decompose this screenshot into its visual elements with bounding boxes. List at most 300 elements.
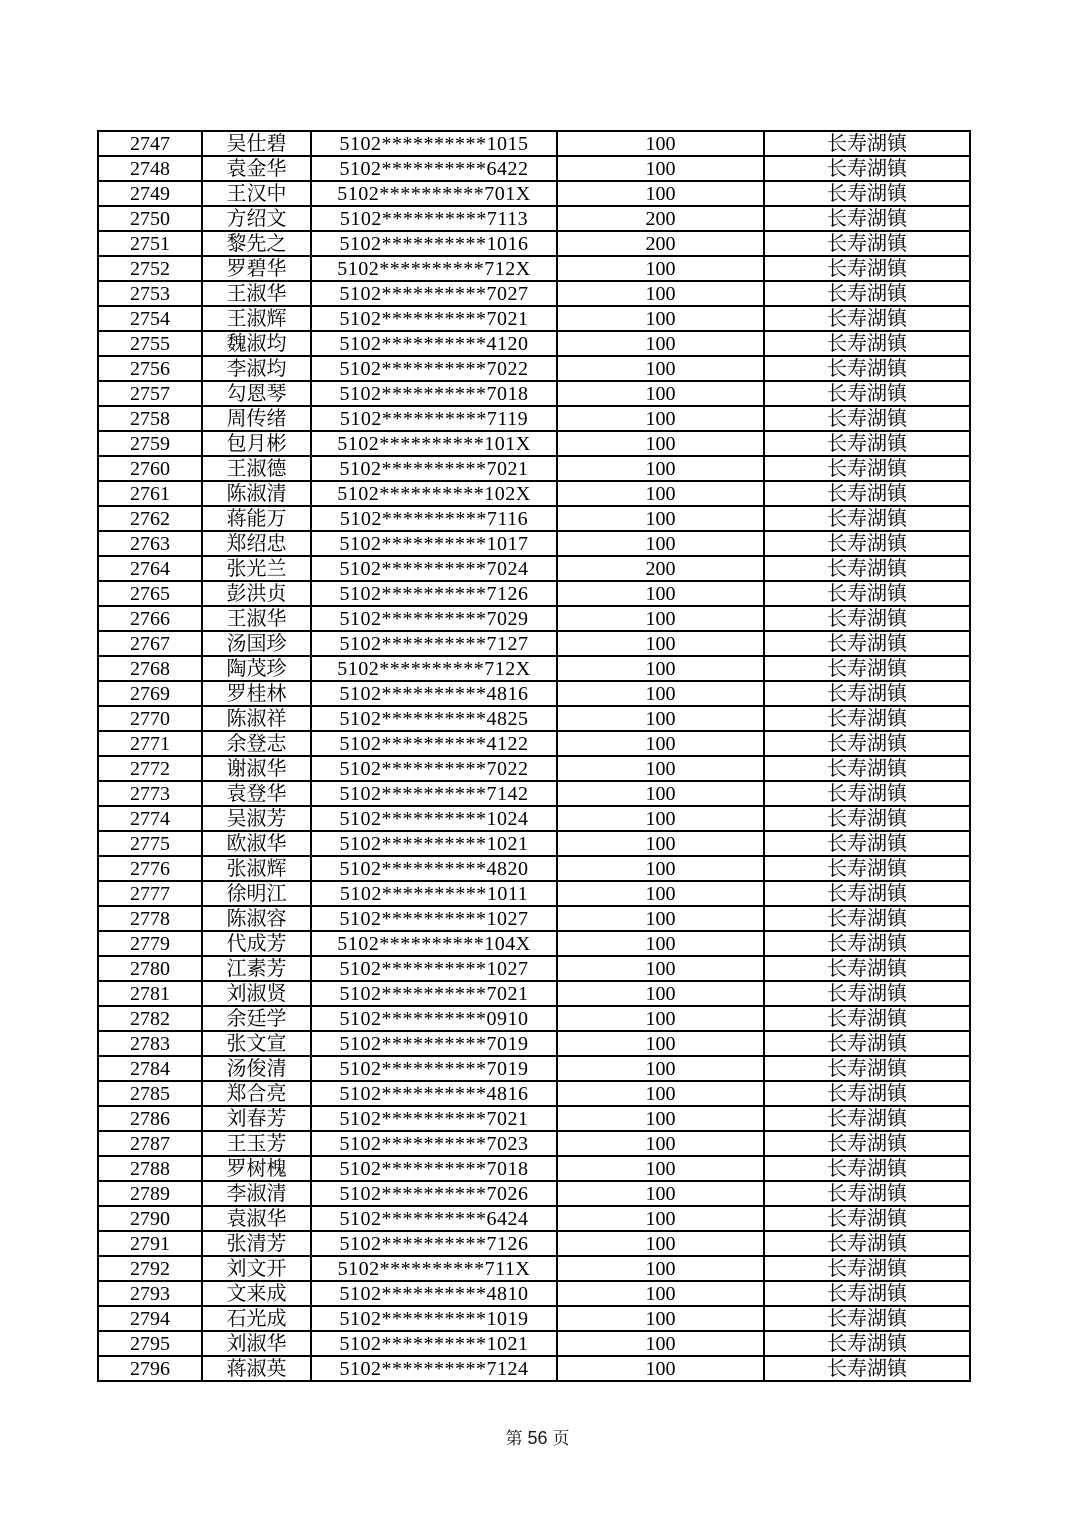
id-number-cell: 5102**********4810 (311, 1281, 557, 1306)
town-cell: 长寿湖镇 (764, 1231, 970, 1256)
row-number-cell: 2770 (98, 706, 202, 731)
id-number-cell: 5102**********7026 (311, 1181, 557, 1206)
table-row (98, 981, 970, 1006)
amount-cell: 100 (557, 931, 764, 956)
id-number-cell: 5102**********1019 (311, 1306, 557, 1331)
table-row (98, 531, 970, 556)
table-row (98, 156, 970, 181)
name-cell: 李淑清 (202, 1181, 311, 1206)
town-cell: 长寿湖镇 (764, 1306, 970, 1331)
id-number-cell: 5102**********7018 (311, 381, 557, 406)
name-cell: 刘春芳 (202, 1106, 311, 1131)
row-number-cell: 2793 (98, 1281, 202, 1306)
table-row (98, 1206, 970, 1231)
table-row (98, 1331, 970, 1356)
row-number-cell: 2747 (98, 131, 202, 156)
id-number-cell: 5102**********6424 (311, 1206, 557, 1231)
row-number-cell: 2761 (98, 481, 202, 506)
town-cell: 长寿湖镇 (764, 1356, 970, 1381)
amount-cell: 200 (557, 231, 764, 256)
town-cell: 长寿湖镇 (764, 1031, 970, 1056)
name-cell: 吴仕碧 (202, 131, 311, 156)
amount-cell: 100 (557, 1356, 764, 1381)
amount-cell: 100 (557, 331, 764, 356)
name-cell: 袁淑华 (202, 1206, 311, 1231)
amount-cell: 100 (557, 1106, 764, 1131)
table-row (98, 1056, 970, 1081)
name-cell: 王淑德 (202, 456, 311, 481)
id-number-cell: 5102**********711X (311, 1256, 557, 1281)
amount-cell: 100 (557, 956, 764, 981)
footer-prefix: 第 (505, 1429, 523, 1448)
row-number-cell: 2773 (98, 781, 202, 806)
amount-cell: 100 (557, 881, 764, 906)
amount-cell: 100 (557, 1056, 764, 1081)
id-number-cell: 5102**********6422 (311, 156, 557, 181)
name-cell: 代成芳 (202, 931, 311, 956)
amount-cell: 100 (557, 531, 764, 556)
name-cell: 刘淑贤 (202, 981, 311, 1006)
table-row (98, 1156, 970, 1181)
table-row (98, 181, 970, 206)
row-number-cell: 2748 (98, 156, 202, 181)
table-row (98, 456, 970, 481)
town-cell: 长寿湖镇 (764, 956, 970, 981)
table-row (98, 756, 970, 781)
row-number-cell: 2759 (98, 431, 202, 456)
town-cell: 长寿湖镇 (764, 556, 970, 581)
id-number-cell: 5102**********7019 (311, 1031, 557, 1056)
id-number-cell: 5102**********7021 (311, 1106, 557, 1131)
name-cell: 郑绍忠 (202, 531, 311, 556)
town-cell: 长寿湖镇 (764, 1256, 970, 1281)
amount-cell: 100 (557, 1181, 764, 1206)
amount-cell: 100 (557, 856, 764, 881)
amount-cell: 100 (557, 156, 764, 181)
row-number-cell: 2769 (98, 681, 202, 706)
town-cell: 长寿湖镇 (764, 1331, 970, 1356)
id-number-cell: 5102**********4120 (311, 331, 557, 356)
name-cell: 王淑华 (202, 281, 311, 306)
table-row (98, 206, 970, 231)
table-row (98, 1306, 970, 1331)
footer-suffix: 页 (552, 1429, 570, 1448)
town-cell: 长寿湖镇 (764, 1081, 970, 1106)
amount-cell: 100 (557, 831, 764, 856)
name-cell: 罗树槐 (202, 1156, 311, 1181)
id-number-cell: 5102**********7116 (311, 506, 557, 531)
table-row (98, 906, 970, 931)
id-number-cell: 5102**********1011 (311, 881, 557, 906)
row-number-cell: 2754 (98, 306, 202, 331)
row-number-cell: 2771 (98, 731, 202, 756)
id-number-cell: 5102**********7126 (311, 581, 557, 606)
town-cell: 长寿湖镇 (764, 281, 970, 306)
row-number-cell: 2796 (98, 1356, 202, 1381)
amount-cell: 100 (557, 781, 764, 806)
page-number: 56 (527, 1428, 548, 1448)
table-row (98, 556, 970, 581)
town-cell: 长寿湖镇 (764, 131, 970, 156)
name-cell: 李淑均 (202, 356, 311, 381)
table-row (98, 406, 970, 431)
row-number-cell: 2778 (98, 906, 202, 931)
row-number-cell: 2781 (98, 981, 202, 1006)
id-number-cell: 5102**********4816 (311, 1081, 557, 1106)
table-row (98, 306, 970, 331)
town-cell: 长寿湖镇 (764, 481, 970, 506)
table-row (98, 1031, 970, 1056)
name-cell: 方绍文 (202, 206, 311, 231)
name-cell: 周传绪 (202, 406, 311, 431)
table-row (98, 1231, 970, 1256)
town-cell: 长寿湖镇 (764, 1006, 970, 1031)
name-cell: 罗桂林 (202, 681, 311, 706)
amount-cell: 100 (557, 631, 764, 656)
row-number-cell: 2774 (98, 806, 202, 831)
table-row (98, 256, 970, 281)
row-number-cell: 2772 (98, 756, 202, 781)
table-row (98, 656, 970, 681)
table-row (98, 606, 970, 631)
amount-cell: 100 (557, 1006, 764, 1031)
row-number-cell: 2752 (98, 256, 202, 281)
name-cell: 余廷学 (202, 1006, 311, 1031)
table-row (98, 931, 970, 956)
amount-cell: 100 (557, 906, 764, 931)
amount-cell: 100 (557, 281, 764, 306)
amount-cell: 100 (557, 1281, 764, 1306)
row-number-cell: 2782 (98, 1006, 202, 1031)
id-number-cell: 5102**********1027 (311, 956, 557, 981)
name-cell: 郑合亮 (202, 1081, 311, 1106)
id-number-cell: 5102**********7029 (311, 606, 557, 631)
amount-cell: 100 (557, 356, 764, 381)
town-cell: 长寿湖镇 (764, 181, 970, 206)
id-number-cell: 5102**********7021 (311, 306, 557, 331)
row-number-cell: 2763 (98, 531, 202, 556)
name-cell: 陈淑容 (202, 906, 311, 931)
id-number-cell: 5102**********712X (311, 656, 557, 681)
row-number-cell: 2768 (98, 656, 202, 681)
town-cell: 长寿湖镇 (764, 631, 970, 656)
row-number-cell: 2762 (98, 506, 202, 531)
table-row (98, 631, 970, 656)
name-cell: 王汉中 (202, 181, 311, 206)
id-number-cell: 5102**********1017 (311, 531, 557, 556)
amount-cell: 100 (557, 406, 764, 431)
town-cell: 长寿湖镇 (764, 206, 970, 231)
table-row (98, 506, 970, 531)
id-number-cell: 5102**********7019 (311, 1056, 557, 1081)
town-cell: 长寿湖镇 (764, 931, 970, 956)
amount-cell: 100 (557, 1081, 764, 1106)
id-number-cell: 5102**********7018 (311, 1156, 557, 1181)
town-cell: 长寿湖镇 (764, 331, 970, 356)
table-row (98, 1181, 970, 1206)
table-row (98, 881, 970, 906)
name-cell: 石光成 (202, 1306, 311, 1331)
table-row (98, 381, 970, 406)
amount-cell: 100 (557, 806, 764, 831)
row-number-cell: 2755 (98, 331, 202, 356)
table-row (98, 856, 970, 881)
name-cell: 勾恩琴 (202, 381, 311, 406)
row-number-cell: 2788 (98, 1156, 202, 1181)
amount-cell: 200 (557, 556, 764, 581)
town-cell: 长寿湖镇 (764, 1056, 970, 1081)
name-cell: 包月彬 (202, 431, 311, 456)
amount-cell: 100 (557, 681, 764, 706)
name-cell: 谢淑华 (202, 756, 311, 781)
amount-cell: 100 (557, 756, 764, 781)
town-cell: 长寿湖镇 (764, 356, 970, 381)
id-number-cell: 5102**********1016 (311, 231, 557, 256)
name-cell: 刘文开 (202, 1256, 311, 1281)
amount-cell: 100 (557, 1256, 764, 1281)
table-row (98, 781, 970, 806)
name-cell: 张文宣 (202, 1031, 311, 1056)
id-number-cell: 5102**********1015 (311, 131, 557, 156)
row-number-cell: 2753 (98, 281, 202, 306)
id-number-cell: 5102**********7124 (311, 1356, 557, 1381)
town-cell: 长寿湖镇 (764, 656, 970, 681)
amount-cell: 100 (557, 731, 764, 756)
id-number-cell: 5102**********101X (311, 431, 557, 456)
table-row (98, 131, 970, 156)
name-cell: 欧淑华 (202, 831, 311, 856)
row-number-cell: 2751 (98, 231, 202, 256)
town-cell: 长寿湖镇 (764, 506, 970, 531)
amount-cell: 100 (557, 981, 764, 1006)
amount-cell: 100 (557, 456, 764, 481)
table-row (98, 1081, 970, 1106)
name-cell: 陶茂珍 (202, 656, 311, 681)
amount-cell: 100 (557, 1206, 764, 1231)
town-cell: 长寿湖镇 (764, 456, 970, 481)
name-cell: 王淑辉 (202, 306, 311, 331)
row-number-cell: 2780 (98, 956, 202, 981)
town-cell: 长寿湖镇 (764, 856, 970, 881)
row-number-cell: 2758 (98, 406, 202, 431)
table-row (98, 1106, 970, 1131)
id-number-cell: 5102**********712X (311, 256, 557, 281)
table-row (98, 1281, 970, 1306)
amount-cell: 100 (557, 606, 764, 631)
amount-cell: 100 (557, 1031, 764, 1056)
id-number-cell: 5102**********104X (311, 931, 557, 956)
town-cell: 长寿湖镇 (764, 381, 970, 406)
town-cell: 长寿湖镇 (764, 256, 970, 281)
name-cell: 徐明江 (202, 881, 311, 906)
payment-roster-table (97, 130, 971, 1382)
row-number-cell: 2765 (98, 581, 202, 606)
town-cell: 长寿湖镇 (764, 581, 970, 606)
town-cell: 长寿湖镇 (764, 531, 970, 556)
row-number-cell: 2779 (98, 931, 202, 956)
name-cell: 魏淑均 (202, 331, 311, 356)
name-cell: 江素芳 (202, 956, 311, 981)
town-cell: 长寿湖镇 (764, 906, 970, 931)
town-cell: 长寿湖镇 (764, 406, 970, 431)
table-row (98, 681, 970, 706)
town-cell: 长寿湖镇 (764, 831, 970, 856)
id-number-cell: 5102**********0910 (311, 1006, 557, 1031)
name-cell: 王玉芳 (202, 1131, 311, 1156)
row-number-cell: 2776 (98, 856, 202, 881)
row-number-cell: 2775 (98, 831, 202, 856)
name-cell: 汤国珍 (202, 631, 311, 656)
table-row (98, 581, 970, 606)
id-number-cell: 5102**********1024 (311, 806, 557, 831)
amount-cell: 100 (557, 1131, 764, 1156)
town-cell: 长寿湖镇 (764, 1281, 970, 1306)
town-cell: 长寿湖镇 (764, 156, 970, 181)
row-number-cell: 2791 (98, 1231, 202, 1256)
id-number-cell: 5102**********7021 (311, 456, 557, 481)
table-row (98, 431, 970, 456)
table-row (98, 356, 970, 381)
id-number-cell: 5102**********7021 (311, 981, 557, 1006)
row-number-cell: 2766 (98, 606, 202, 631)
id-number-cell: 5102**********102X (311, 481, 557, 506)
id-number-cell: 5102**********7022 (311, 356, 557, 381)
table-row (98, 281, 970, 306)
name-cell: 黎先之 (202, 231, 311, 256)
amount-cell: 100 (557, 431, 764, 456)
table-row (98, 731, 970, 756)
amount-cell: 100 (557, 581, 764, 606)
id-number-cell: 5102**********7022 (311, 756, 557, 781)
row-number-cell: 2783 (98, 1031, 202, 1056)
row-number-cell: 2764 (98, 556, 202, 581)
amount-cell: 200 (557, 206, 764, 231)
table-row (98, 331, 970, 356)
id-number-cell: 5102**********701X (311, 181, 557, 206)
town-cell: 长寿湖镇 (764, 1156, 970, 1181)
amount-cell: 100 (557, 381, 764, 406)
row-number-cell: 2794 (98, 1306, 202, 1331)
id-number-cell: 5102**********4816 (311, 681, 557, 706)
row-number-cell: 2787 (98, 1131, 202, 1156)
row-number-cell: 2756 (98, 356, 202, 381)
id-number-cell: 5102**********7024 (311, 556, 557, 581)
name-cell: 王淑华 (202, 606, 311, 631)
name-cell: 袁登华 (202, 781, 311, 806)
row-number-cell: 2777 (98, 881, 202, 906)
town-cell: 长寿湖镇 (764, 231, 970, 256)
row-number-cell: 2795 (98, 1331, 202, 1356)
table-row (98, 1256, 970, 1281)
name-cell: 张光兰 (202, 556, 311, 581)
id-number-cell: 5102**********7113 (311, 206, 557, 231)
amount-cell: 100 (557, 1231, 764, 1256)
name-cell: 汤俊清 (202, 1056, 311, 1081)
amount-cell: 100 (557, 506, 764, 531)
row-number-cell: 2749 (98, 181, 202, 206)
row-number-cell: 2786 (98, 1106, 202, 1131)
amount-cell: 100 (557, 1331, 764, 1356)
name-cell: 余登志 (202, 731, 311, 756)
name-cell: 彭洪贞 (202, 581, 311, 606)
id-number-cell: 5102**********7119 (311, 406, 557, 431)
town-cell: 长寿湖镇 (764, 1206, 970, 1231)
page-footer (0, 1424, 1075, 1449)
id-number-cell: 5102**********7126 (311, 1231, 557, 1256)
id-number-cell: 5102**********1021 (311, 1331, 557, 1356)
row-number-cell: 2792 (98, 1256, 202, 1281)
id-number-cell: 5102**********7027 (311, 281, 557, 306)
town-cell: 长寿湖镇 (764, 431, 970, 456)
name-cell: 蒋淑英 (202, 1356, 311, 1381)
town-cell: 长寿湖镇 (764, 806, 970, 831)
town-cell: 长寿湖镇 (764, 881, 970, 906)
table-body (98, 131, 970, 1381)
id-number-cell: 5102**********4820 (311, 856, 557, 881)
town-cell: 长寿湖镇 (764, 1181, 970, 1206)
town-cell: 长寿湖镇 (764, 1106, 970, 1131)
id-number-cell: 5102**********1021 (311, 831, 557, 856)
town-cell: 长寿湖镇 (764, 706, 970, 731)
amount-cell: 100 (557, 181, 764, 206)
amount-cell: 100 (557, 256, 764, 281)
amount-cell: 100 (557, 706, 764, 731)
town-cell: 长寿湖镇 (764, 1131, 970, 1156)
id-number-cell: 5102**********7023 (311, 1131, 557, 1156)
name-cell: 张淑辉 (202, 856, 311, 881)
name-cell: 刘淑华 (202, 1331, 311, 1356)
amount-cell: 100 (557, 1156, 764, 1181)
name-cell: 罗碧华 (202, 256, 311, 281)
row-number-cell: 2785 (98, 1081, 202, 1106)
town-cell: 长寿湖镇 (764, 306, 970, 331)
town-cell: 长寿湖镇 (764, 756, 970, 781)
table-row (98, 956, 970, 981)
amount-cell: 100 (557, 1306, 764, 1331)
table-row (98, 831, 970, 856)
row-number-cell: 2790 (98, 1206, 202, 1231)
name-cell: 张清芳 (202, 1231, 311, 1256)
amount-cell: 100 (557, 656, 764, 681)
name-cell: 袁金华 (202, 156, 311, 181)
town-cell: 长寿湖镇 (764, 731, 970, 756)
id-number-cell: 5102**********7127 (311, 631, 557, 656)
table-row (98, 1131, 970, 1156)
table-row (98, 231, 970, 256)
amount-cell: 100 (557, 306, 764, 331)
name-cell: 陈淑祥 (202, 706, 311, 731)
table-row (98, 481, 970, 506)
row-number-cell: 2757 (98, 381, 202, 406)
table-row (98, 706, 970, 731)
amount-cell: 100 (557, 481, 764, 506)
id-number-cell: 5102**********7142 (311, 781, 557, 806)
table-row (98, 806, 970, 831)
id-number-cell: 5102**********1027 (311, 906, 557, 931)
row-number-cell: 2750 (98, 206, 202, 231)
town-cell: 长寿湖镇 (764, 606, 970, 631)
row-number-cell: 2789 (98, 1181, 202, 1206)
amount-cell: 100 (557, 131, 764, 156)
id-number-cell: 5102**********4825 (311, 706, 557, 731)
row-number-cell: 2760 (98, 456, 202, 481)
row-number-cell: 2767 (98, 631, 202, 656)
table-row (98, 1356, 970, 1381)
town-cell: 长寿湖镇 (764, 981, 970, 1006)
name-cell: 吴淑芳 (202, 806, 311, 831)
row-number-cell: 2784 (98, 1056, 202, 1081)
id-number-cell: 5102**********4122 (311, 731, 557, 756)
